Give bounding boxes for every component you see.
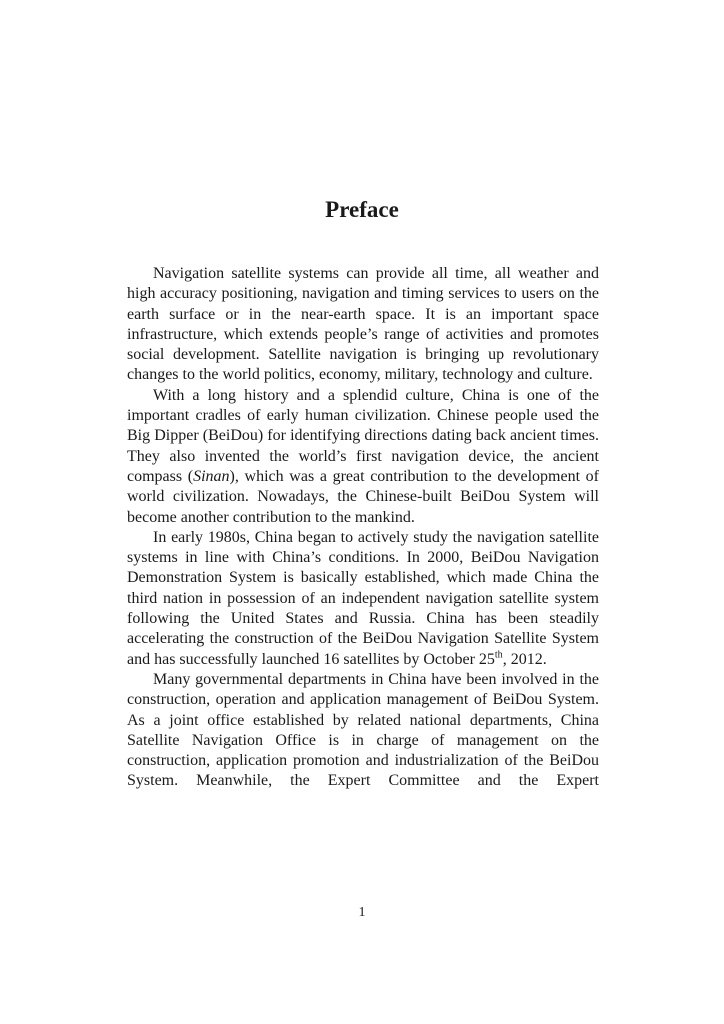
paragraph-2-text-b: ), which was a great contribution to the development of world civilization. Nowadays, the Chinese-built BeiDou System will become another contribution to the mankind. bbox=[127, 467, 600, 526]
sinan-term: Sinan bbox=[193, 467, 230, 485]
ordinal-suffix: th bbox=[494, 649, 503, 661]
paragraph-3-text-b: , 2012. bbox=[502, 650, 547, 668]
paragraph-3-text-a: In early 1980s, China began to actively study the navigation satellite systems in line with China’s conditions. In 2000, BeiDou Navigation Demonstration System is basically established, which made China the third nation in possession of an independent navigation satellite system following the United States and Russia. China has been steadily accelerating the construction of the BeiDou Navigation Satellite System and has successfully launched 16 satellites by October 25 bbox=[127, 528, 599, 668]
paragraph-1: Navigation satellite systems can provide all time, all weather and high accuracy positioning, navigation and timing services to users on the earth surface or in the near-earth space. It is an important space infrastructure, which extends people’s range of activities and promotes social development. Satellite navigation is bringing up revolutionary changes to the world politics, economy, military, technology and culture. bbox=[127, 265, 599, 384]
page-title: Preface bbox=[325, 197, 399, 222]
preface-body bbox=[127, 264, 599, 792]
paragraph-2-text-a: With a long history and a splendid culture, China is one of the important cradles of early human civilization. Chinese people used the Big Dipper (BeiDou) for identifying directions dating back ancient times. They also invented the world’s first navigation device, the ancient compass ( bbox=[127, 386, 599, 485]
page-number: 1 bbox=[358, 905, 366, 920]
paragraph-4: Many governmental departments in China have been involved in the construction, operation and application management of BeiDou System. As a joint office established by related national departments, China Satellite Navigation Office is in charge of management on the construction, application promotion and industrialization of the BeiDou System. Meanwhile, the Expert Committee and the Expert bbox=[127, 670, 599, 790]
paragraph-2 bbox=[127, 386, 599, 528]
paragraph-3 bbox=[127, 528, 599, 670]
